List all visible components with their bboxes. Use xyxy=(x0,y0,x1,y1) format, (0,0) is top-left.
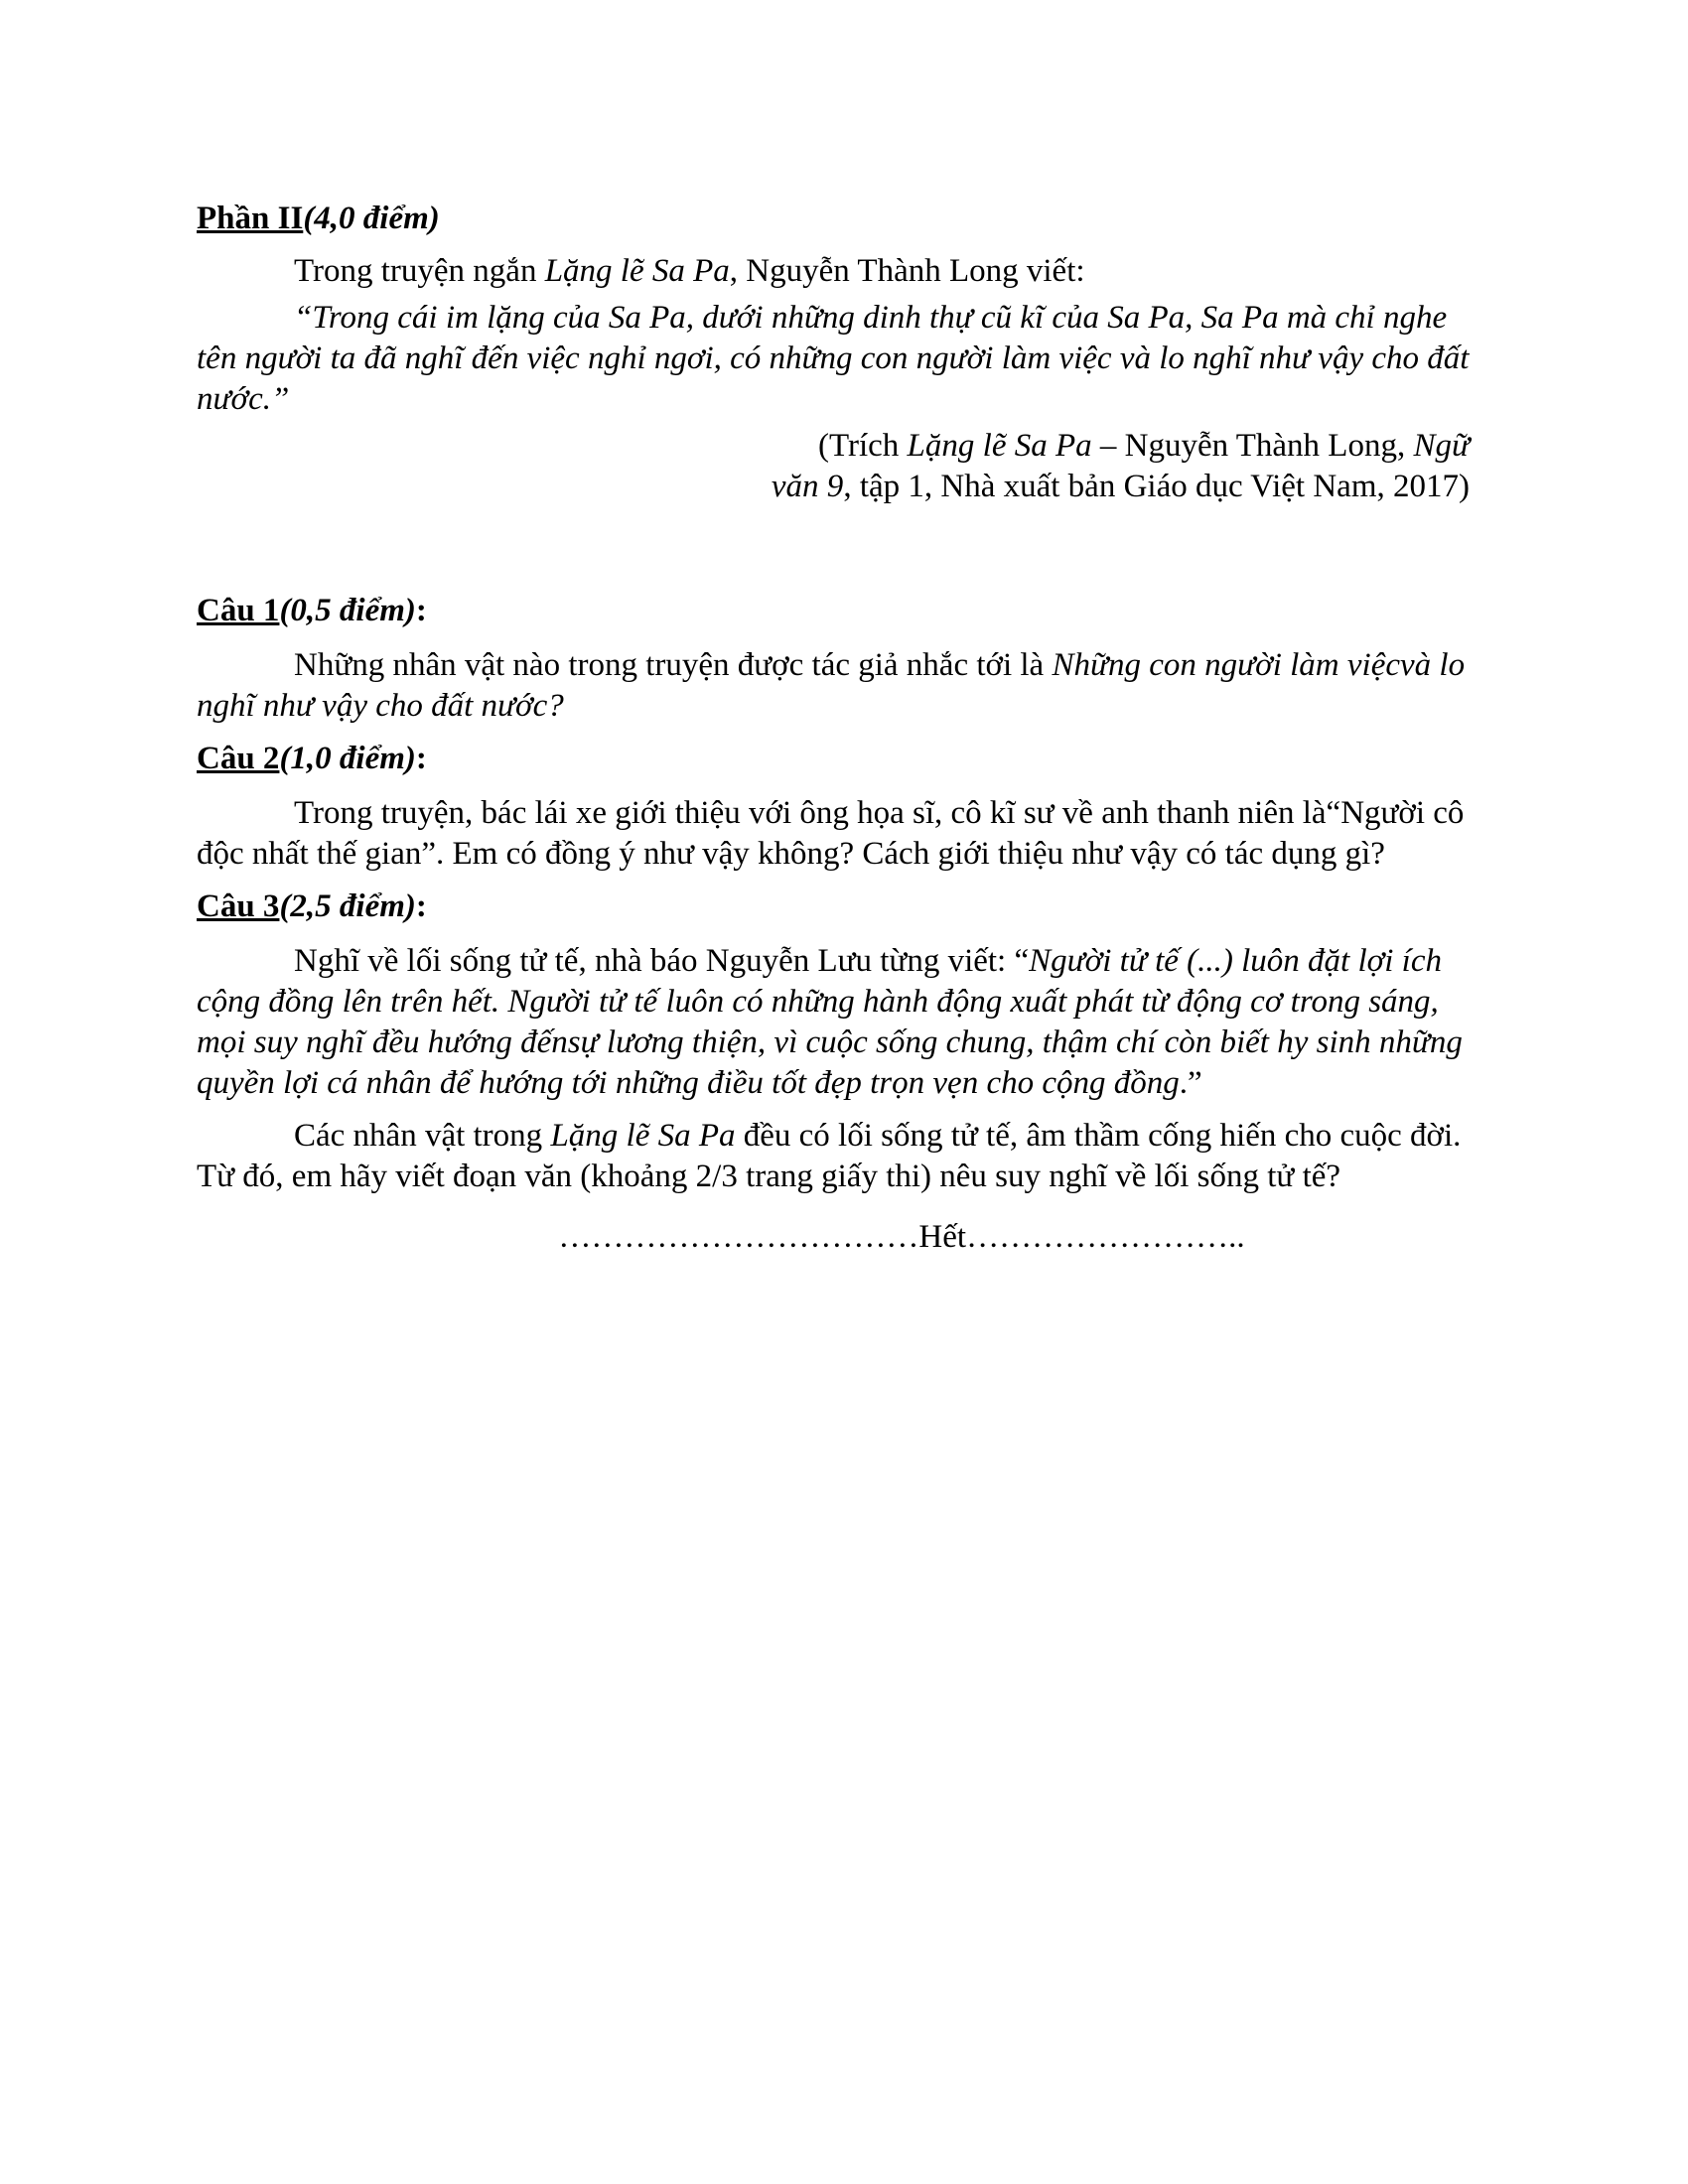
part-title: Phần II xyxy=(197,201,304,236)
citation-part-1: (Trích xyxy=(818,428,908,464)
question-1-colon: : xyxy=(415,593,427,628)
citation-part-3: – Nguyễn Thành Long, xyxy=(1091,428,1414,464)
citation-book: văn 9 xyxy=(771,469,844,504)
question-3-p1-part-3: .” xyxy=(1179,1065,1202,1101)
question-2-colon: : xyxy=(415,741,427,776)
question-1-heading xyxy=(197,591,1487,631)
citation xyxy=(197,426,1487,507)
exam-page xyxy=(197,199,1487,1258)
question-2-text: Trong truyện, bác lái xe giới thiệu với ông họa sĩ, cô kĩ sư về anh thanh niên là“Người cô độc nhất thế gian”. Em có đồng ý như vậy không? Cách giới thiệu như vậy có tác dụng gì? xyxy=(197,795,1465,872)
question-3-p1-quote: Người tử tế (...) luôn đặt lợi ích cộng đồng lên trên hết. Người tử tế luôn có những hành động xuất phát từ động cơ trong sáng, mọi suy nghĩ đều hướng đếnsự lương thiện, vì cuộc sống chung, thậm chí còn biết hy sinh những quyền lợi cá nhân để hướng tới những điều tốt đẹp trọn vẹn cho cộng đồng xyxy=(197,943,1463,1101)
question-1-points: (0,5 điểm) xyxy=(279,593,416,628)
question-3-label: Câu 3 xyxy=(197,888,280,924)
question-3-p2-part-1: Các nhân vật trong xyxy=(294,1118,551,1154)
question-3-p2-part-3: đều có lối sống tử tế, âm thầm cống hiến cho cuộc đời. Từ đó, em hãy viết đoạn văn (khoảng 2/3 trang giấy thi) nêu suy nghĩ về lối sống tử tế? xyxy=(197,1118,1462,1194)
intro-text-2: , Nguyễn Thành Long viết: xyxy=(729,253,1085,289)
question-2-label: Câu 2 xyxy=(197,741,280,776)
intro-text-1: Trong truyện ngắn xyxy=(294,253,545,289)
question-3-p1-part-1: Nghĩ về lối sống tử tế, nhà báo Nguyễn Lưu từng viết: “ xyxy=(294,943,1030,979)
end-marker: ……………………………Hết…………………….. xyxy=(558,1219,1245,1255)
question-1-text xyxy=(197,645,1487,727)
question-3-points: (2,5 điểm) xyxy=(279,888,416,924)
question-1-text-part-2: Những con người làm việcvà lo nghĩ như vậy cho đất nước? xyxy=(197,647,1466,724)
intro-paragraph xyxy=(197,251,1487,292)
quote-paragraph: “Trong cái im lặng của Sa Pa, dưới những dinh thự cũ kĩ của Sa Pa, Sa Pa mà chỉ nghe tên người ta đã nghĩ đến việc nghỉ ngơi, có những con người làm việc và lo nghĩ như vậy cho đất nước.” xyxy=(197,300,1470,417)
intro-work-title: Lặng lẽ Sa Pa xyxy=(544,253,730,289)
question-3-paragraph-1 xyxy=(197,941,1487,1104)
question-3-p2-work: Lặng lẽ Sa Pa xyxy=(550,1118,736,1154)
citation-work: Lặng lẽ Sa Pa xyxy=(907,428,1092,464)
question-1-label: Câu 1 xyxy=(197,593,280,628)
question-2-heading xyxy=(197,739,1487,779)
part-points: (4,0 điểm) xyxy=(303,201,440,236)
question-3-colon: : xyxy=(415,888,427,924)
part-heading xyxy=(197,199,1487,239)
question-2-points: (1,0 điểm) xyxy=(279,741,416,776)
citation-part-4: Ngữ xyxy=(1413,428,1470,464)
citation-part-6: , tập 1, Nhà xuất bản Giáo dục Việt Nam, 2017) xyxy=(843,469,1470,504)
question-3-heading xyxy=(197,887,1487,927)
question-1-text-part-1: Những nhân vật nào trong truyện được tác giả nhắc tới là xyxy=(294,647,1053,683)
question-3-paragraph-2 xyxy=(197,1116,1487,1197)
